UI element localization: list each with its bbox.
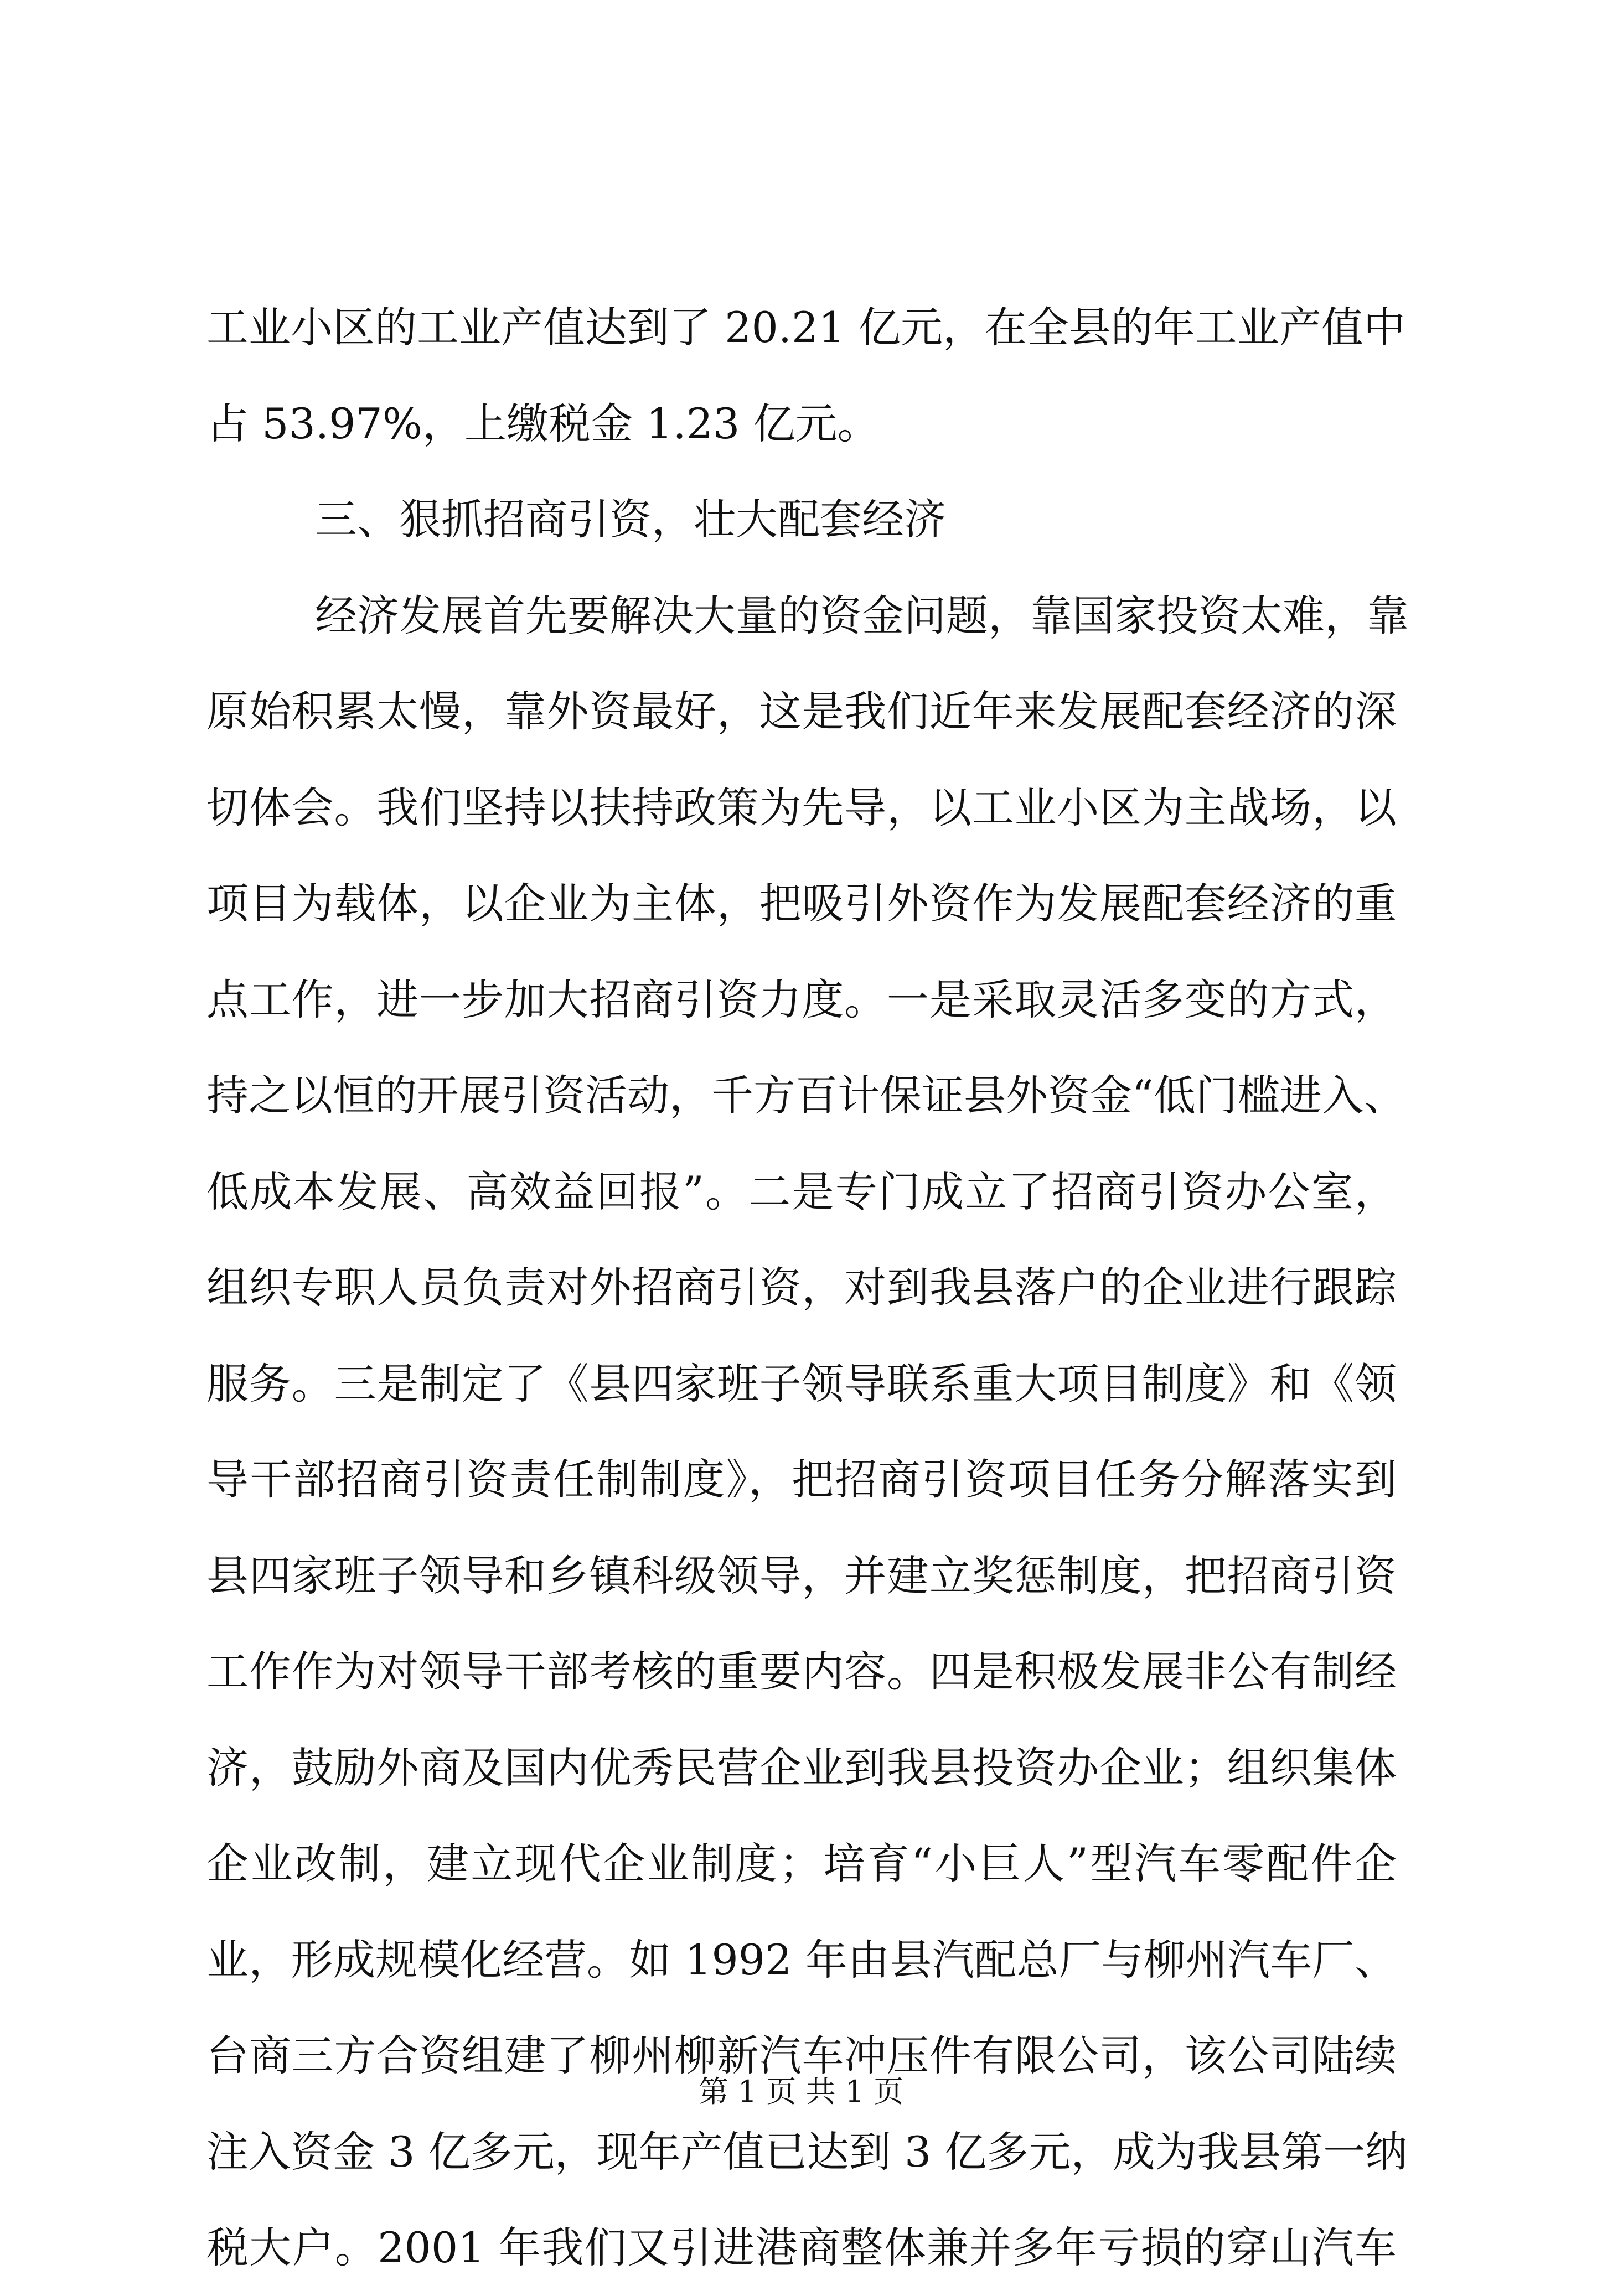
text-line: 项目为载体，以企业为主体，把吸引外资作为发展配套经济的重 (206, 879, 1397, 928)
text-line: 台商三方合资组建了柳州柳新汽车冲压件有限公司，该公司陆续 (206, 2031, 1397, 2080)
text-line: 县四家班子领导和乡镇科级领导，并建立奖惩制度，把招商引资 (206, 1551, 1397, 1600)
text-line: 工作作为对领导干部考核的重要内容。四是积极发展非公有制经 (206, 1647, 1397, 1696)
document-body (206, 279, 1409, 2296)
section-heading: 三、狠抓招商引资，壮大配套经济 (315, 495, 946, 544)
text-line: 济，鼓励外商及国内优秀民营企业到我县投资办企业；组织集体 (206, 1743, 1397, 1792)
text-line: 低成本发展、高效益回报”。二是专门成立了招商引资办公室， (206, 1167, 1397, 1216)
text-line: 税大户。2001 年我们又引进港商整体兼并多年亏损的穿山汽车 (206, 2223, 1397, 2272)
text-line: 业，形成规模化经营。如 1992 年由县汽配总厂与柳州汽车厂、 (206, 1935, 1397, 1984)
text-line: 组织专职人员负责对外招商引资，对到我县落户的企业进行跟踪 (206, 1263, 1397, 1312)
text-line: 占 53.97%，上缴税金 1.23 亿元。 (206, 398, 880, 448)
text-line: 企业改制，建立现代企业制度；培育“小巨人”型汽车零配件企 (206, 1839, 1397, 1888)
text-line: 工业小区的工业产值达到了 20.21 亿元，在全县的年工业产值中 (206, 303, 1405, 352)
text-line: 注入资金 3 亿多元，现年产值已达到 3 亿多元，成为我县第一纳 (206, 2127, 1408, 2176)
text-line: 点工作，进一步加大招商引资力度。一是采取灵活多变的方式， (206, 975, 1397, 1024)
text-line: 持之以恒的开展引资活动，千方百计保证县外资金“低门槛进入、 (206, 1071, 1406, 1120)
page-footer: 第 1 页 共 1 页 (698, 2074, 904, 2109)
text-line: 服务。三是制定了《县四家班子领导联系重大项目制度》和《领 (206, 1359, 1397, 1408)
text-line: 原始积累太慢，靠外资最好，这是我们近年来发展配套经济的深 (206, 687, 1397, 736)
text-line: 经济发展首先要解决大量的资金问题，靠国家投资太难，靠 (315, 590, 1409, 640)
text-line: 切体会。我们坚持以扶持政策为先导，以工业小区为主战场，以 (206, 782, 1397, 832)
text-line: 导干部招商引资责任制制度》，把招商引资项目任务分解落实到 (206, 1455, 1397, 1504)
